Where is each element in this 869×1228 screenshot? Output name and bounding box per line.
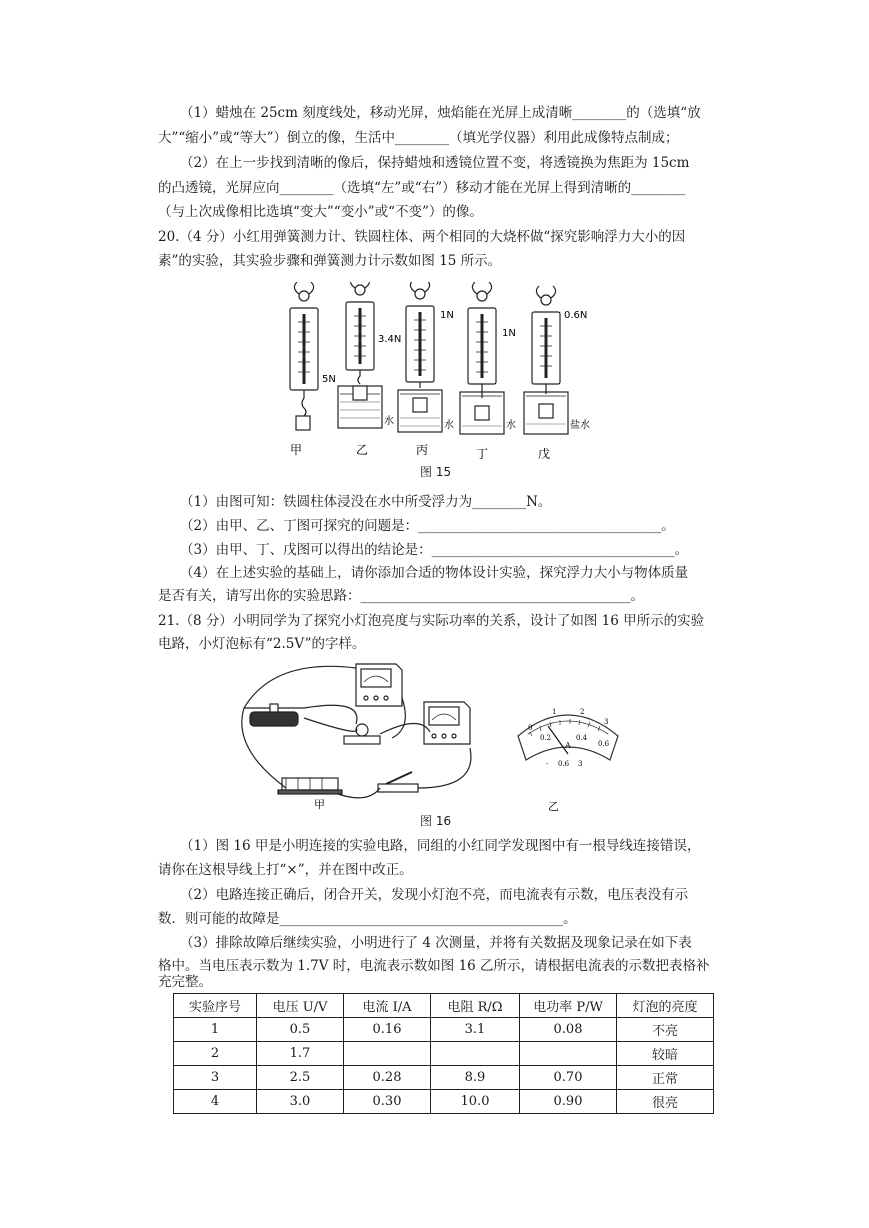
reading-bing: 1N — [440, 310, 454, 321]
col-header-resistance: 电阻 R/Ω — [431, 994, 520, 1018]
q20-stem-line2: 素”的实验，其实验步骤和弹簧测力计示数如图 15 所示。 — [158, 253, 502, 269]
table-cell: 4 — [174, 1090, 257, 1114]
liquid-wu: 盐水 — [570, 420, 590, 431]
switch — [378, 772, 418, 792]
table-cell: 3.0 — [257, 1090, 344, 1114]
table-cell: 0.30 — [344, 1090, 431, 1114]
q19-part1-line2: 大”“缩小”或“等大”）倒立的像，生活中________（填光学仪器）利用此成像特点制成； — [158, 130, 679, 146]
table-cell: 2 — [174, 1042, 257, 1066]
table-cell: 很亮 — [617, 1090, 714, 1114]
q21-sub3-line2: 格中。当电压表示数为 1.7V 时，电流表示数如图 16 乙所示，请根据电流表的示数把表格补 — [158, 958, 710, 974]
results-table — [173, 993, 714, 1114]
q21-sub2-line2: 数．则可能的故障是__________________________________________。 — [158, 911, 577, 927]
terminal-0-6: 0.6 — [558, 760, 570, 768]
figure-16-right-label: 乙 — [548, 800, 559, 813]
voltmeter — [356, 664, 402, 706]
table-cell-blank[interactable] — [520, 1042, 617, 1066]
dial-mark-0-2: 0.2 — [540, 734, 552, 742]
spring-scale-wu — [524, 286, 568, 434]
liquid-bing: 水 — [444, 420, 454, 431]
table-cell: 0.5 — [257, 1018, 344, 1042]
q20-stem-line1: 20.（4 分）小红用弹簧测力计、铁圆柱体、两个相同的大烧杯做“探究影响浮力大小的因 — [158, 229, 686, 245]
reading-jia: 5N — [322, 374, 336, 385]
figure-16-left-label: 甲 — [314, 798, 325, 811]
table-cell: 0.70 — [520, 1066, 617, 1090]
table-cell-blank[interactable] — [431, 1042, 520, 1066]
spring-scale-bing — [398, 282, 442, 432]
col-header-brightness: 灯泡的亮度 — [617, 994, 714, 1018]
table-cell-blank[interactable] — [344, 1042, 431, 1066]
reading-ding: 1N — [502, 328, 516, 339]
label-bing: 丙 — [416, 443, 429, 457]
q21-sub3-line3: 充完整。 — [158, 974, 212, 990]
col-header-current: 电流 I/A — [344, 994, 431, 1018]
dial-mark-0-6: 0.6 — [598, 740, 610, 748]
dial-mark-0: 0 — [528, 724, 533, 732]
ammeter-dial — [518, 708, 618, 768]
table-cell: 正常 — [617, 1066, 714, 1090]
liquid-yi: 水 — [384, 416, 394, 427]
rheostat — [244, 704, 304, 726]
col-header-power: 电功率 P/W — [520, 994, 617, 1018]
table-cell: 1 — [174, 1018, 257, 1042]
dial-mark-0-4: 0.4 — [576, 734, 588, 742]
q20-sub4-line2: 是否有关，请写出你的实验思路：________________________________________。 — [158, 588, 644, 604]
spring-scale-ding — [460, 282, 504, 434]
dial-unit: A — [565, 741, 571, 750]
col-header-voltage: 电压 U/V — [257, 994, 344, 1018]
table-cell: 0.16 — [344, 1018, 431, 1042]
figure-15-caption: 图 15 — [420, 465, 452, 479]
q21-sub2-line1: （2）电路连接正确后，闭合开关，发现小灯泡不亮，而电流表有示数，电压表没有示 — [180, 887, 689, 903]
reading-wu: 0.6N — [564, 310, 588, 321]
ammeter — [424, 702, 470, 744]
figure-16-caption: 图 16 — [420, 814, 452, 828]
liquid-ding: 水 — [506, 420, 516, 431]
q20-sub1: （1）由图可知：铁圆柱体浸没在水中所受浮力为________N。 — [180, 494, 552, 510]
figure-15-spring-scales — [270, 282, 590, 482]
table-header-row — [174, 994, 714, 1018]
table-row — [174, 1090, 714, 1114]
lamp — [344, 724, 380, 744]
spring-scale-yi — [338, 282, 382, 428]
q19-part2-line3: （与上次成像相比选填“变大”“变小”或“不变”）的像。 — [158, 204, 483, 220]
q21-stem-line2: 电路，小灯泡标有“2.5V”的字样。 — [158, 636, 366, 652]
table-cell: 较暗 — [617, 1042, 714, 1066]
table-cell: 10.0 — [431, 1090, 520, 1114]
table-row — [174, 1042, 714, 1066]
label-wu: 戊 — [538, 447, 551, 461]
terminal-3: 3 — [578, 760, 583, 768]
label-ding: 丁 — [476, 447, 489, 461]
table-cell: 0.28 — [344, 1066, 431, 1090]
terminal-neg: - — [546, 760, 549, 768]
label-yi: 乙 — [356, 443, 369, 457]
q20-sub2: （2）由甲、乙、丁图可探究的问题是：____________________________________。 — [180, 518, 675, 534]
table-cell: 0.08 — [520, 1018, 617, 1042]
q21-stem-line1: 21.（8 分）小明同学为了探究小灯泡亮度与实际功率的关系，设计了如图 16 甲所示的实验 — [158, 613, 705, 629]
table-cell: 不亮 — [617, 1018, 714, 1042]
table-cell: 8.9 — [431, 1066, 520, 1090]
q20-sub4-line1: （4）在上述实验的基础上，请你添加合适的物体设计实验，探究浮力大小与物体质量 — [180, 565, 689, 581]
table-row — [174, 1066, 714, 1090]
q21-sub1-line2: 请你在这根导线上打“×”，并在图中改正。 — [158, 862, 413, 878]
dial-mark-3: 3 — [604, 718, 609, 726]
reading-yi: 3.4N — [378, 334, 402, 345]
table-cell: 3.1 — [431, 1018, 520, 1042]
label-jia: 甲 — [290, 443, 303, 457]
dial-mark-1: 1 — [552, 708, 557, 716]
spring-scale-jia — [290, 282, 318, 430]
q19-part1-line1: （1）蜡烛在 25cm 刻度线处，移动光屏，烛焰能在光屏上成清晰________的（选填“放 — [180, 105, 701, 121]
battery — [278, 778, 342, 794]
table-cell: 1.7 — [257, 1042, 344, 1066]
table-row — [174, 1018, 714, 1042]
dial-mark-2: 2 — [580, 708, 585, 716]
q21-sub3-line1: （3）排除故障后继续实验，小明进行了 4 次测量，并将有关数据及现象记录在如下表 — [180, 935, 692, 951]
q19-part2-line2: 的凸透镜，光屏应向________（选填“左”或“右”）移动才能在光屏上得到清晰的________ — [158, 180, 686, 196]
table-cell: 2.5 — [257, 1066, 344, 1090]
table-cell: 0.90 — [520, 1090, 617, 1114]
q21-sub1-line1: （1）图 16 甲是小明连接的实验电路，同组的小红同学发现图中有一根导线连接错误， — [180, 838, 701, 854]
table-cell: 3 — [174, 1066, 257, 1090]
figure-16-circuit — [232, 658, 632, 818]
q19-part2-line1: （2）在上一步找到清晰的像后，保持蜡烛和透镜位置不变，将透镜换为焦距为 15cm — [180, 155, 690, 171]
col-header-trial: 实验序号 — [174, 994, 257, 1018]
q20-sub3: （3）由甲、丁、戊图可以得出的结论是：____________________________________。 — [180, 542, 689, 558]
